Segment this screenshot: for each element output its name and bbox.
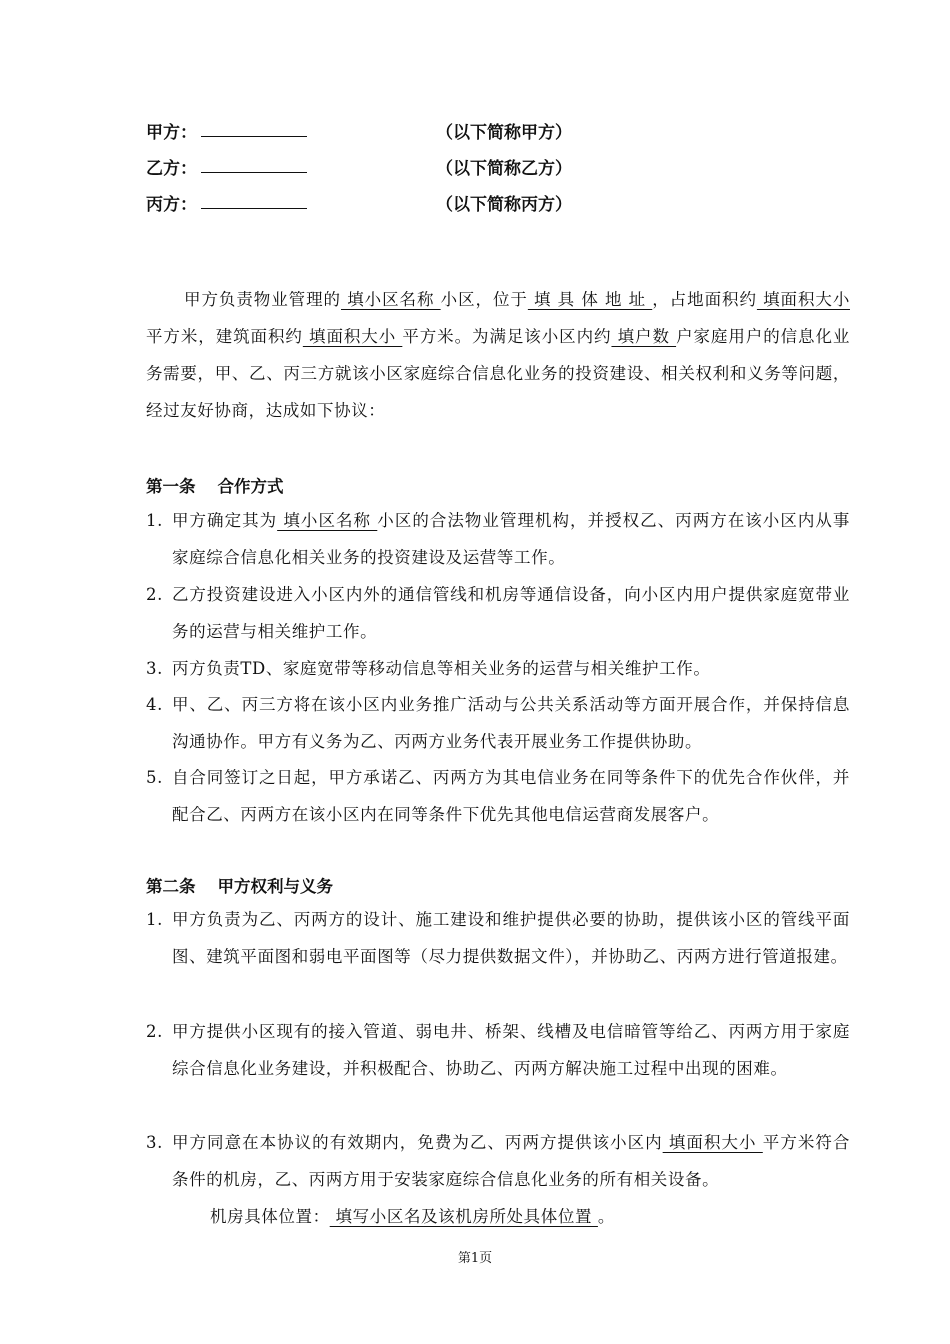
- item-number: 1.: [146, 511, 163, 530]
- article-1-item-3: [146, 650, 850, 687]
- intro-text: 甲方负责物业管理的: [184, 290, 342, 309]
- item-text: [172, 1124, 850, 1198]
- article-2-number: 第二条: [146, 877, 196, 896]
- party-b-abbr: （以下简称乙方）: [436, 159, 572, 179]
- item-text: [172, 502, 850, 576]
- party-a-blank: [201, 136, 307, 137]
- item-text: 自合同签订之日起，甲方承诺乙、丙两方为其电信业务在同等条件下的优先合作伙伴，并配合乙、丙两方在该小区内在同等条件下优先其他电信运营商发展客户。: [172, 768, 850, 824]
- item-text-part: 甲方确定其为: [172, 511, 278, 530]
- community-name-field: 填小区名称: [277, 511, 378, 530]
- item-number: 2.: [146, 1022, 163, 1041]
- intro-text: 小区，位于: [440, 290, 528, 309]
- intro-paragraph: [146, 281, 850, 429]
- machine-room-location: [210, 1198, 850, 1235]
- article-2-item-2: [146, 1013, 850, 1087]
- item-number: 3.: [146, 1133, 163, 1152]
- item-number: 3.: [146, 659, 163, 678]
- article-2-heading: [146, 873, 333, 897]
- intro-text: ，占地面积约: [652, 290, 757, 309]
- article-1-item-1: [146, 502, 850, 576]
- article-1-heading: [146, 473, 284, 497]
- article-1-title: 合作方式: [217, 477, 284, 496]
- party-a-row: [146, 118, 846, 142]
- community-name-field: 填小区名称: [341, 290, 441, 309]
- item-text: 丙方负责TD、家庭宽带等移动信息等相关业务的运营与相关维护工作。: [172, 659, 711, 678]
- room-location-label: 机房具体位置：: [210, 1207, 330, 1226]
- item-number: 1.: [146, 910, 163, 929]
- party-a-label: 甲方：: [146, 123, 197, 143]
- intro-text: 户家庭用户的信息化业务需要，甲、乙、丙三方就该小区家庭综合信息化业务的投资建设、相关权利和义务等问题，经过友好协商，达成如下协议：: [146, 327, 851, 420]
- item-text: 甲、乙、丙三方将在该小区内业务推广活动与公共关系活动等方面开展合作，并保持信息沟通协作。甲方有义务为乙、丙两方业务代表开展业务工作提供协助。: [172, 695, 850, 751]
- building-area-field: 填面积大小: [302, 327, 403, 346]
- room-location-end: 。: [597, 1207, 616, 1226]
- article-2-item-1: [146, 901, 850, 975]
- page-number: 第1页: [457, 1251, 493, 1266]
- article-1-item-5: [146, 759, 850, 833]
- land-area-field: 填面积大小: [756, 290, 850, 309]
- item-text: 乙方投资建设进入小区内外的通信管线和机房等通信设备，向小区内用户提供家庭宽带业务的运营与相关维护工作。: [172, 585, 850, 641]
- party-c-label: 丙方：: [146, 195, 197, 215]
- article-2-item-3: [146, 1124, 850, 1198]
- party-a-abbr: （以下简称甲方）: [436, 123, 572, 143]
- item-text-part: 平方米符合条件的机房，乙、丙两方用于安装家庭综合信息化业务的所有相关设备。: [172, 1133, 850, 1189]
- item-text-part: 甲方同意在本协议的有效期内，免费为乙、丙两方提供该小区内: [172, 1133, 663, 1152]
- article-1-item-2: [146, 576, 850, 650]
- party-c-abbr: （以下简称丙方）: [436, 195, 572, 215]
- article-1-number: 第一条: [146, 477, 196, 496]
- party-b-blank: [201, 172, 307, 173]
- room-area-field: 填面积大小: [662, 1133, 763, 1152]
- party-c-blank: [201, 208, 307, 209]
- item-text: 甲方负责为乙、丙两方的设计、施工建设和维护提供必要的协助，提供该小区的管线平面图、建筑平面图和弱电平面图等（尽力提供数据文件），并协助乙、丙两方进行管道报建。: [172, 910, 850, 966]
- item-text: 甲方提供小区现有的接入管道、弱电井、桥架、线槽及电信暗管等给乙、丙两方用于家庭综合信息化业务建设，并积极配合、协助乙、丙两方解决施工过程中出现的困难。: [172, 1022, 850, 1078]
- article-1-item-4: [146, 686, 850, 760]
- item-number: 4.: [146, 695, 163, 714]
- party-b-row: [146, 154, 846, 178]
- item-number: 5.: [146, 768, 163, 787]
- party-b-label: 乙方：: [146, 159, 197, 179]
- item-text-part: 小区的合法物业管理机构，并授权乙、丙两方在该小区内从事家庭综合信息化相关业务的投资建设及运营等工作。: [172, 511, 850, 567]
- room-location-field: 填写小区名及该机房所处具体位置: [329, 1207, 598, 1226]
- article-2-title: 甲方权利与义务: [217, 877, 333, 896]
- item-number: 2.: [146, 585, 163, 604]
- party-c-row: [146, 190, 846, 214]
- intro-text: 平方米，建筑面积约: [146, 327, 303, 346]
- intro-text: 平方米。为满足该小区内约: [402, 327, 612, 346]
- household-count-field: 填户数: [611, 327, 677, 346]
- address-field: 填 具 体 地 址: [527, 290, 653, 309]
